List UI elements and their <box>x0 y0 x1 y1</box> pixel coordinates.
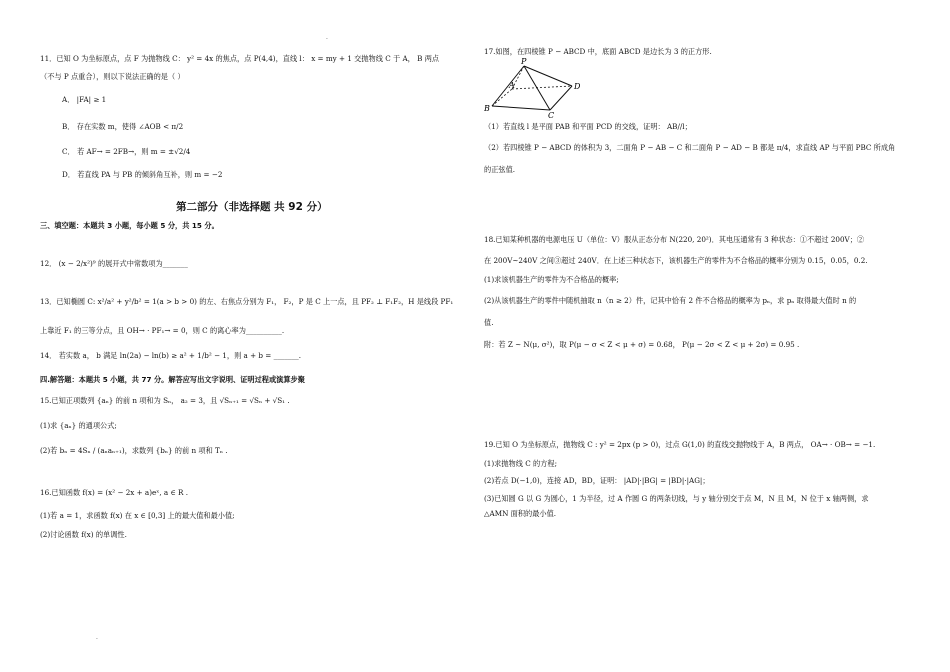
label-p: P <box>521 57 527 66</box>
q11-option-b: B． 存在实数 m，使得 ∠AOB < π/2 <box>62 122 184 131</box>
q18-part1: (1)求该机器生产的零件为不合格品的概率; <box>484 275 619 284</box>
q11-stem: 11．已知 O 为坐标原点，点 F 为抛物线 C： y² = 4x 的焦点，点 P(4,4)，直线 l： x = my + 1 交抛物线 C 于 A， B 两点 <box>40 54 440 63</box>
q19-part2: (2)若点 D(−1,0)，连接 AD，BD，证明： |AD|·|BG| = |BD|·|AG|； <box>484 476 710 485</box>
top-mark: · <box>326 36 328 43</box>
q19-part1: (1)求抛物线 C 的方程; <box>484 459 557 468</box>
q14: 14． 若实数 a， b 满足 ln(2a) − ln(b) ≥ a² + 1/b² − 1，则 a + b = _______. <box>40 351 302 360</box>
section4-heading: 四.解答题：本题共 5 小题，共 77 分。解答应写出文字说明、证明过程或演算步聚 <box>40 375 305 384</box>
q13-line-2: 上靠近 F₁ 的三等分点，且 OH→ · PF₁→ = 0，则 C 的离心率为__________. <box>40 326 285 335</box>
q12: 12． (x − 2/x²)⁹ 的展开式中常数项为_______ <box>40 259 188 268</box>
q19: 19.已知 O 为坐标原点，抛物线 C : y² = 2px (p > 0)，过点 G(1,0) 的直线交抛物线于 A，B 两点， OA→ · OB→ = −1. <box>484 440 876 449</box>
q18-part2-line-2: 值. <box>484 318 494 327</box>
label-d: D <box>574 82 581 91</box>
edge-bc <box>492 106 550 110</box>
edge-cd <box>550 86 572 110</box>
edge-ad <box>512 86 572 89</box>
q17-part2-line-2: 的正弦值. <box>484 165 516 174</box>
q17: 17.如图，在四棱锥 P − ABCD 中，底面 ABCD 是边长为 3 的正方形. <box>484 47 712 56</box>
q11-option-d: D． 若直线 PA 与 PB 的倾斜角互补，则 m = −2 <box>62 170 223 179</box>
q11-option-a: A． |FA| ≥ 1 <box>62 95 107 104</box>
q16: 16.已知函数 f(x) = (x² − 2x + a)eˣ, a ∈ R . <box>40 488 189 497</box>
q18-line-2: 在 200V~240V 之间③超过 240V．在上述三种状态下，该机器生产的零件为不合格品的概率分别为 0.15，0.05，0.2. <box>484 256 868 265</box>
q11-option-c: C． 若 AF→ = 2FB→，则 m = ±√2/4 <box>62 147 191 156</box>
q18-note: 附：若 Z ~ N(μ, σ²)，取 P(μ − σ < Z < μ + σ) = 0.68， P(μ − 2σ < Z < μ + 2σ) = 0.95 . <box>484 340 800 349</box>
label-b: B <box>484 104 490 113</box>
bottom-mark: · <box>96 636 98 643</box>
q16-part1: (1)若 a = 1，求函数 f(x) 在 x ∈ [0,3] 上的最大值和最小值; <box>40 511 235 520</box>
q19-part3: (3)已知圆 G 以 G 为圆心，1 为半径，过 A 作圆 G 的两条切线，与 y 轴分别交于点 M，N 且 M，N 位于 x 轴两侧，求 <box>484 494 869 503</box>
q18: 18.已知某种机器的电源电压 U（单位：V）服从正态分布 N(220, 20²)．其电压通常有 3 种状态：①不超过 200V；② <box>484 235 865 244</box>
q18-part2: (2)从该机器生产的零件中随机抽取 n（n ≥ 2）件，记其中恰有 2 件不合格品的概率为 pₙ，求 pₙ 取得最大值时 n 的 <box>484 296 857 305</box>
q13: 13．已知椭圆 C: x²/a² + y²/b² = 1(a > b > 0) 的左、右焦点分别为 F₁， F₂，P 是 C 上一点，且 PF₂ ⊥ F₁F₂，H 是线段 PF₁ <box>40 297 454 306</box>
edge-ba <box>492 89 512 106</box>
edge-pd <box>524 66 572 86</box>
edge-pb <box>492 66 524 106</box>
section3-heading: 三、填空题：本题共 3 小题，每小题 5 分，共 15 分。 <box>40 221 219 230</box>
pyramid-figure <box>484 56 594 118</box>
edge-pc <box>524 66 550 110</box>
q15-part1: (1)求 {aₙ} 的通项公式; <box>40 421 117 430</box>
q17-part1: （1）若直线 l 是平面 PAB 和平面 PCD 的交线，证明： AB//l； <box>484 122 692 131</box>
q15-part2: (2)若 bₙ = 4Sₙ / (aₙaₙ₊₁)，求数列 {bₙ} 的前 n 项和 Tₙ . <box>40 446 228 455</box>
q11-stem-2: （不与 P 点重合），则以下说法正确的是（ ） <box>40 72 185 81</box>
q17-part2: （2）若四棱锥 P − ABCD 的体积为 3，二面角 P − AB − C 和二面角 P − AD − B 都是 π/4，求直线 AP 与平面 PBC 所成角 <box>484 143 896 152</box>
label-c: C <box>548 111 555 118</box>
q15: 15.已知正项数列 {aₙ} 的前 n 项和为 Sₙ， a₂ = 3，且 √Sₙ₊₁ = √Sₙ + √S₁ . <box>40 396 290 405</box>
q19-part3-line-2: △AMN 面积的最小值. <box>484 509 557 518</box>
q16-part2: (2)讨论函数 f(x) 的单调性. <box>40 530 127 539</box>
label-a: A <box>509 81 515 90</box>
part2-title: 第二部分（非选择题 共 92 分） <box>176 201 328 213</box>
